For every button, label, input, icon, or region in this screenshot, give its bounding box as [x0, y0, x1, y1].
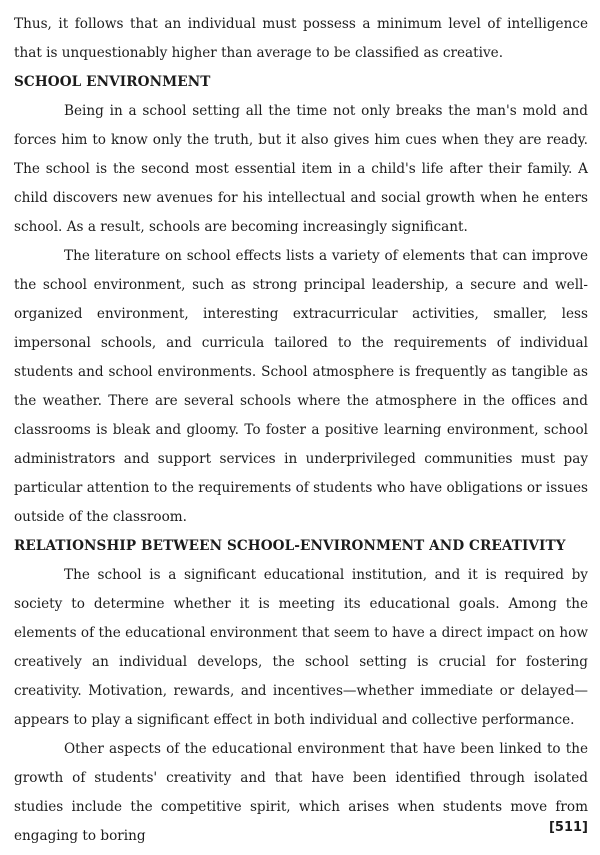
school-environment-heading: SCHOOL ENVIRONMENT: [14, 74, 211, 90]
school-environment-paragraph-1: Being in a school setting all the time not only breaks the man's mold and forces him to know only the truth, but it also gives him cues when they are ready. The school is the second most essential item in a child's life after their family. A child discovers new avenues for his intellectual and social growth when he enters school. As a result, schools are becoming increasingly significant.: [14, 103, 588, 235]
relationship-paragraph-1: The school is a significant educational institution, and it is required by society to determine whether it is meeting its educational goals. Among the elements of the educational environment that seem to have a direct impact on how creatively an individual develops, the school setting is crucial for fostering creativity. Motivation, rewards, and incentives—whether immediate or delayed—appears to play a significant effect in both individual and collective performance.: [14, 567, 588, 728]
relationship-heading: RELATIONSHIP BETWEEN SCHOOL-ENVIRONMENT AND CREATIVITY: [14, 538, 566, 554]
school-environment-paragraph-2: The literature on school effects lists a variety of elements that can improve the school environment, such as strong principal leadership, a secure and well-organized environment, interesting extracurricular activities, smaller, less impersonal schools, and curricula tailored to the requirements of individual students and school environments. School atmosphere is frequently as tangible as the weather. There are several schools where the atmosphere in the offices and classrooms is bleak and gloomy. To foster a positive learning environment, school administrators and support services in underprivileged communities must pay particular attention to the requirements of students who have obligations or issues outside of the classroom.: [14, 248, 588, 525]
relationship-paragraph-2: Other aspects of the educational environment that have been linked to the growth of students' creativity and that have been identified through isolated studies include the competitive spirit, which arises when students move from engaging to boring: [14, 741, 588, 844]
page-number: [511]: [548, 820, 588, 835]
intro-continuation-paragraph: Thus, it follows that an individual must possess a minimum level of intelligence that is unquestionably higher than average to be classified as creative.: [14, 16, 588, 61]
document-page: [14, 10, 588, 851]
